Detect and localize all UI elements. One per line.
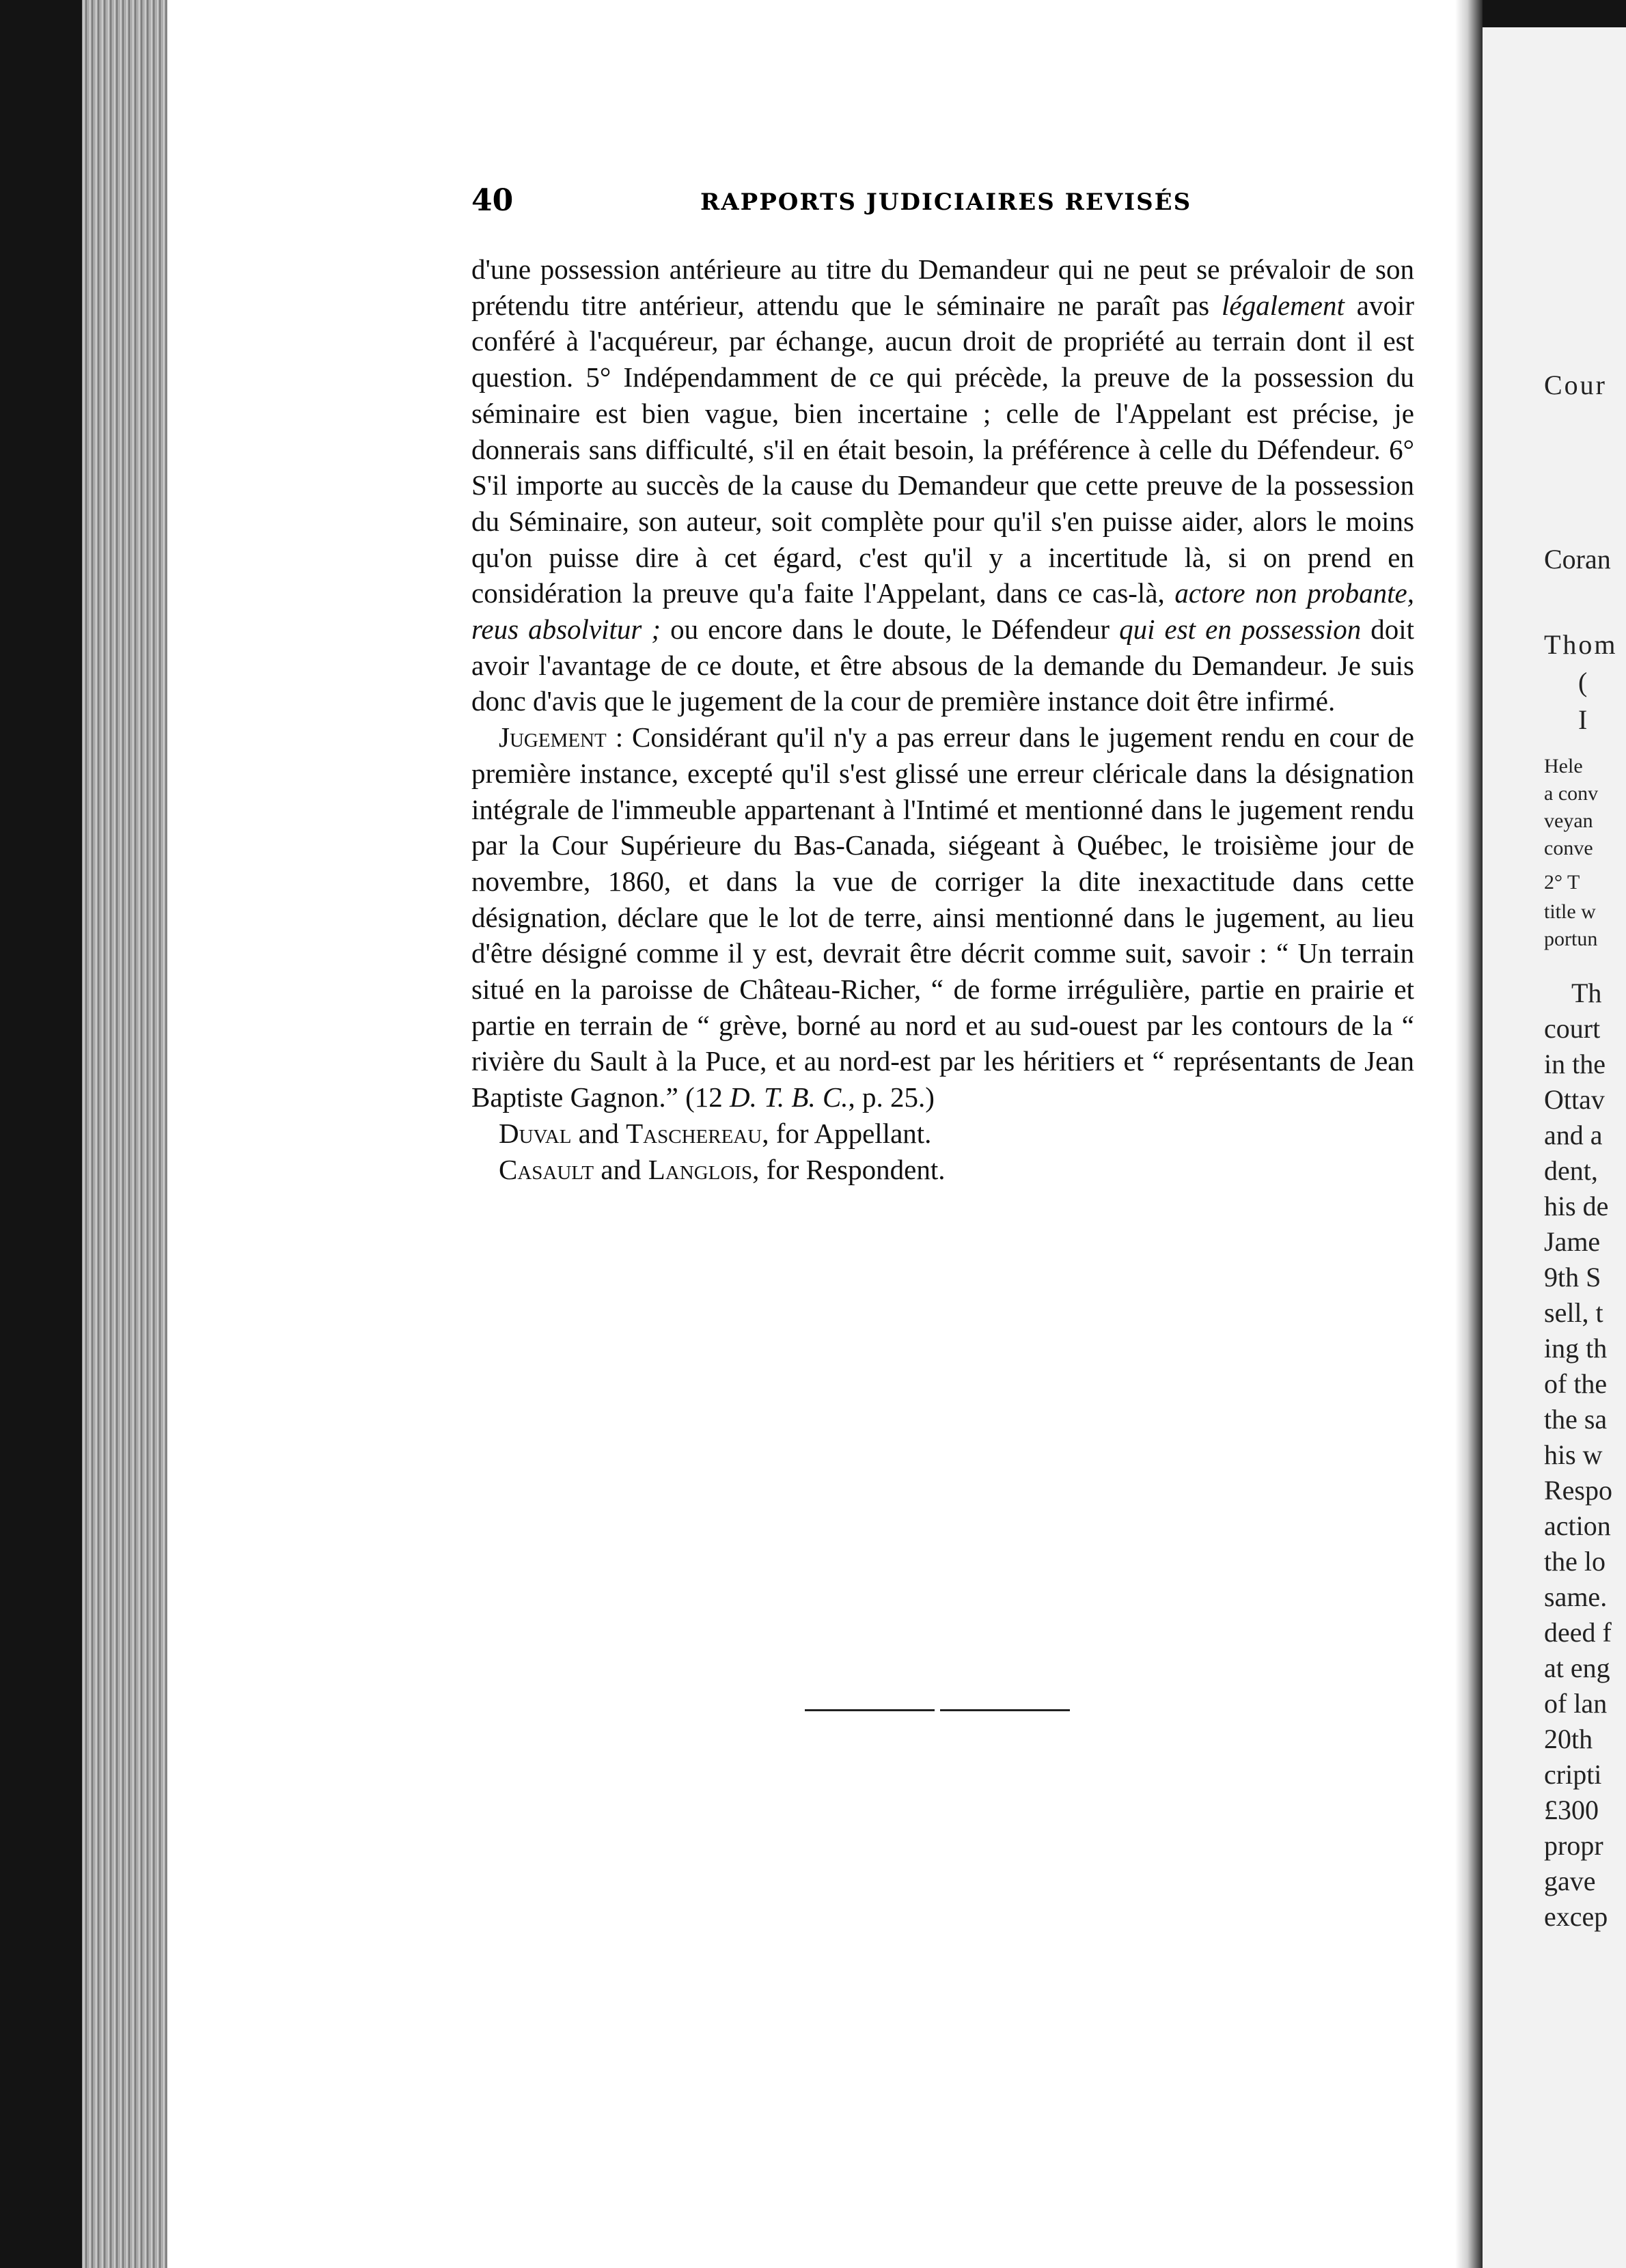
facing-text: portun [1544,928,1598,950]
facing-text: Hele [1544,755,1583,777]
facing-text: 20th [1544,1724,1593,1754]
body-text [471,251,1414,1187]
facing-text: Respo [1544,1475,1612,1506]
facing-text: his w [1544,1439,1603,1470]
judgment-paragraph: Jugement : Considérant qu'il n'y a pas erreur dans le jugement rendu en cour de première instance, excepté qu'il s'est glissé une erreur cléricale dans la désignation intégrale de l'immeuble appartenant à l'Intimé et mentionné dans le jugement rendu par la Cour Supérieure du Bas-Canada, siégeant à Québec, le troisième jour de novembre, 1860, et dans la vue de corriger la dite inexactitude dans cette désignation, déclare que le lot de terre, ainsi mentionné dans le jugement, au lieu d'être désigné comme il y est, devrait être décrit comme suit, savoir : “ Un terrain situé en la paroisse de Château-Richer, “ de forme irrégulière, partie en prairie et partie en terrain de “ grève, borné au nord et au sud-ouest par les contours de la “ rivière du Sault à la Puce, et au nord-est par les héritiers et “ représentants de Jean Baptiste Gagnon.” (12 D. T. B. C., p. 25.) [471,721,1414,1114]
facing-text: in the [1544,1049,1606,1079]
facing-text: gave [1544,1866,1596,1896]
facing-text: dent, [1544,1155,1598,1186]
facing-text: action [1544,1510,1611,1541]
facing-text: Ottav [1544,1084,1605,1115]
facing-text: excep [1544,1901,1608,1932]
page-block-edge [82,0,167,2268]
facing-page [1483,27,1626,2268]
facing-text: Jame [1544,1226,1601,1257]
facing-text: propr [1544,1830,1603,1861]
facing-text: conve [1544,837,1593,859]
facing-text: cripti [1544,1759,1602,1790]
facing-text: Th [1571,978,1602,1008]
facing-text: 2° T [1544,871,1580,894]
facing-text: court [1544,1013,1601,1044]
facing-text: veyan [1544,810,1593,832]
facing-text: Cour [1544,370,1607,400]
facing-text: ( [1578,667,1588,697]
opinion-paragraph: d'une possession antérieure au titre du Demandeur qui ne peut se prévaloir de son prétendu titre antérieur, attendu que le séminaire ne paraît pas légalement avoir conféré à l'acquéreur, par échange, aucun droit de propriété au terrain dont il est question. 5° Indépendamment de ce qui précède, la preuve de la possession du séminaire est bien vague, bien incertaine ; celle de l'Appelant est précise, je donnerais sans difficulté, s'il en était besoin, la préférence à celle du Défendeur. 6° S'il importe au succès de la cause du Demandeur que cette preuve de la possession du Séminaire, son auteur, soit complète pour qu'il s'en puisse aider, alors le moins qu'on puisse dire à cet égard, c'est qu'il y a incertitude là, si on prend en considération la preuve qu'a faite l'Appelant, dans ce cas-là, actore non probante, reus absolvitur ; ou encore dans le doute, le Défendeur qui est en possession doit avoir l'avantage de ce doute, et être absous de la demande du Demandeur. Je suis donc d'avis que le jugement de la cour de première instance doit être infirmé. [471,253,1414,717]
book-gutter [1455,0,1483,2268]
facing-text: and a [1544,1120,1603,1150]
page-number: 40 [471,183,514,218]
section-end-rule [805,1709,1070,1711]
judgment-label: Jugement [499,721,607,753]
facing-text: at eng [1544,1652,1610,1683]
facing-text: the sa [1544,1404,1608,1435]
page-header [471,183,1414,224]
facing-text: sell, t [1544,1297,1603,1328]
facing-text: the lo [1544,1546,1606,1577]
running-head: RAPPORTS JUDICIAIRES REVISÉS [700,189,1192,216]
facing-text: a conv [1544,782,1599,805]
facing-text: of the [1544,1368,1608,1399]
facing-text: same. [1544,1581,1608,1612]
facing-text: ing th [1544,1333,1608,1364]
facing-text: his de [1544,1191,1609,1221]
facing-text: deed f [1544,1617,1612,1648]
facing-text: Thom [1544,629,1618,660]
facing-text: 9th S [1544,1262,1601,1292]
facing-text: I [1578,704,1588,735]
counsel-respondent: Casault and Langlois, for Respondent. [499,1153,946,1185]
facing-text: £300 [1544,1795,1599,1825]
facing-text: title w [1544,900,1596,923]
facing-text: Coran [1544,544,1611,575]
counsel-appellant: Duval and Taschereau, for Appellant. [499,1117,932,1149]
facing-text: of lan [1544,1688,1608,1719]
